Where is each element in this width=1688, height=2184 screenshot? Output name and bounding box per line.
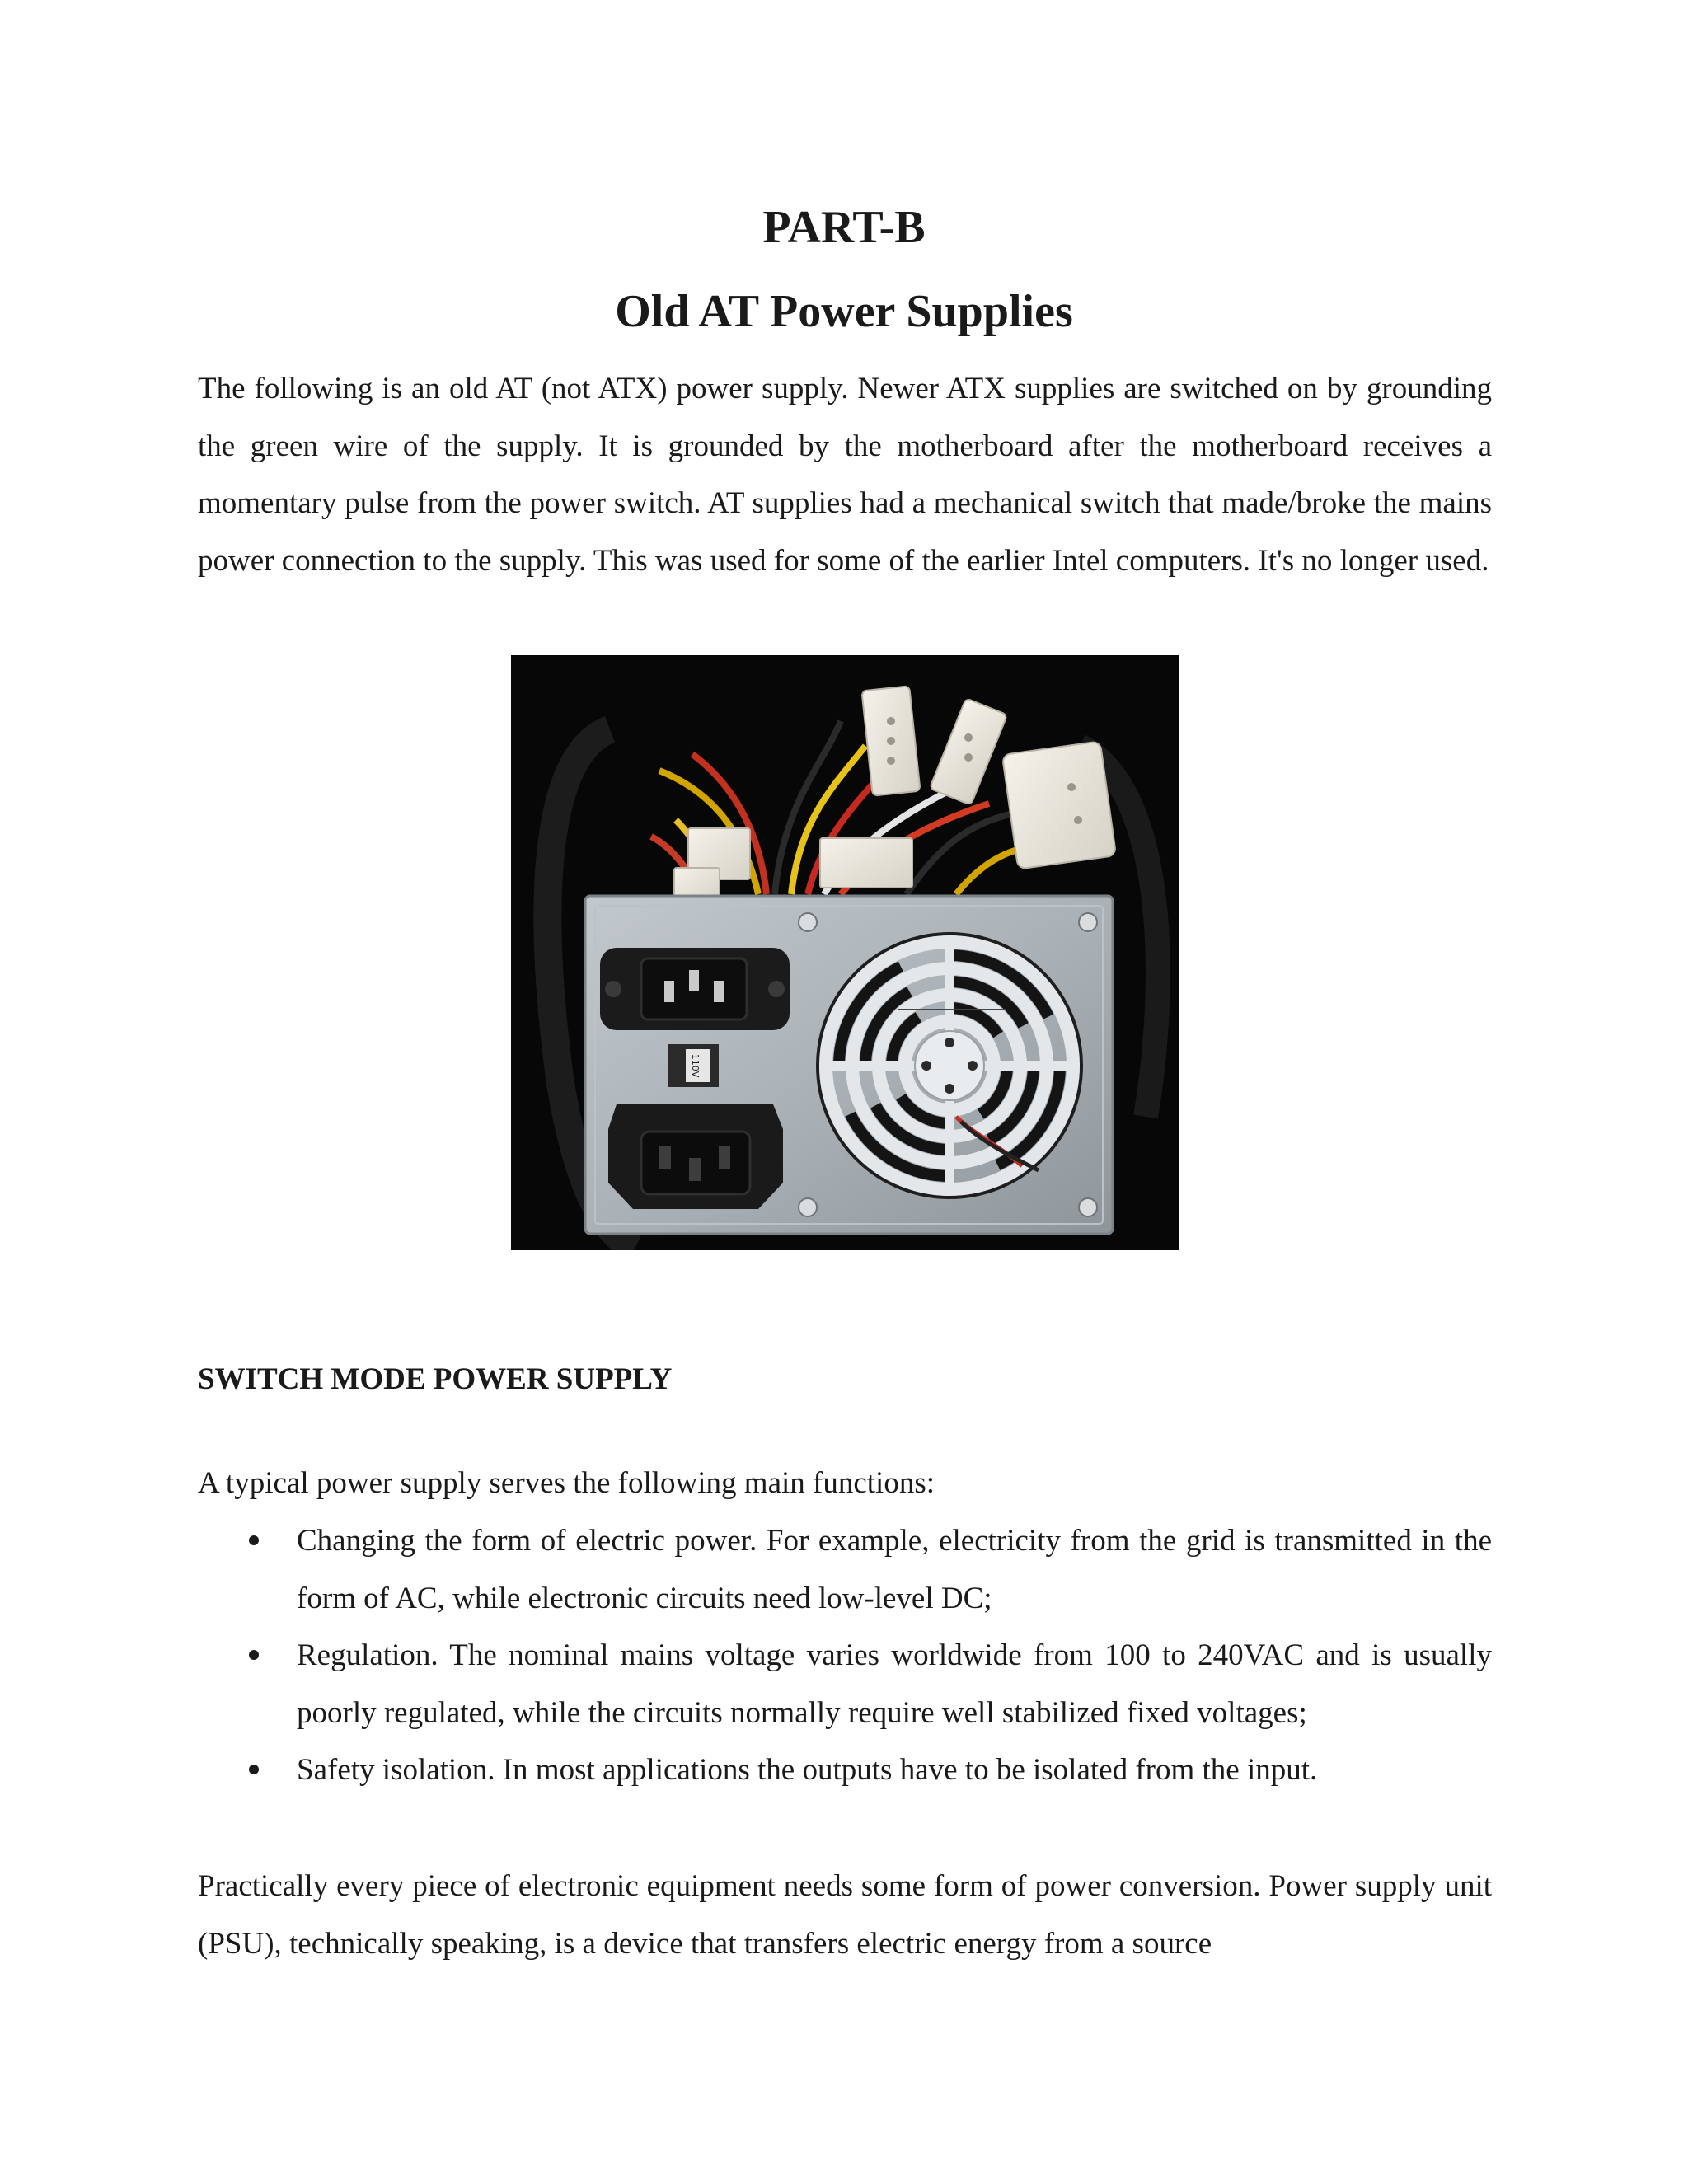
power-supply-photo	[511, 655, 1179, 1250]
list-item-text: Changing the form of electric power. For example, electricity from the grid is transmitted in the form of AC, while electronic circuits need low-level DC;	[297, 1524, 1492, 1615]
closing-paragraph: Practically every piece of electronic equipment needs some form of power conversion. Power supply unit (PSU), technically speaking, is a device that transfers electric energy from a source	[198, 1869, 1492, 1961]
intro-paragraph: The following is an old AT (not ATX) power supply. Newer ATX supplies are switched on by grounding the green wire of the supply. It is grounded by the motherboard after the motherboard receives a momentary pulse from the power switch. AT supplies had a mechanical switch that made/broke the mains power connection to the supply. This was used for some of the earlier Intel computers. It's no longer used.	[198, 372, 1492, 578]
bullet-icon	[249, 1650, 259, 1660]
part-title: PART-B	[762, 202, 926, 253]
voltage-switch-label: 110V	[690, 1053, 701, 1078]
list-item-text: Regulation. The nominal mains voltage varies worldwide from 100 to 240VAC and is usually poorly regulated, while the circuits normally require well stabilized fixed voltages;	[297, 1638, 1492, 1730]
power-supply-illustration	[511, 655, 1179, 1250]
section-title: Old AT Power Supplies	[615, 286, 1073, 337]
switch-mode-heading: SWITCH MODE POWER SUPPLY	[198, 1362, 673, 1396]
list-item	[198, 1512, 1492, 1627]
functions-list	[198, 1512, 1492, 1799]
bullet-icon	[249, 1535, 259, 1545]
list-item-text: Safety isolation. In most applications the outputs have to be isolated from the input.	[297, 1753, 1318, 1787]
bullet-icon	[249, 1765, 259, 1774]
functions-lead: A typical power supply serves the following main functions:	[198, 1466, 935, 1500]
list-item	[198, 1741, 1492, 1799]
list-item	[198, 1627, 1492, 1741]
